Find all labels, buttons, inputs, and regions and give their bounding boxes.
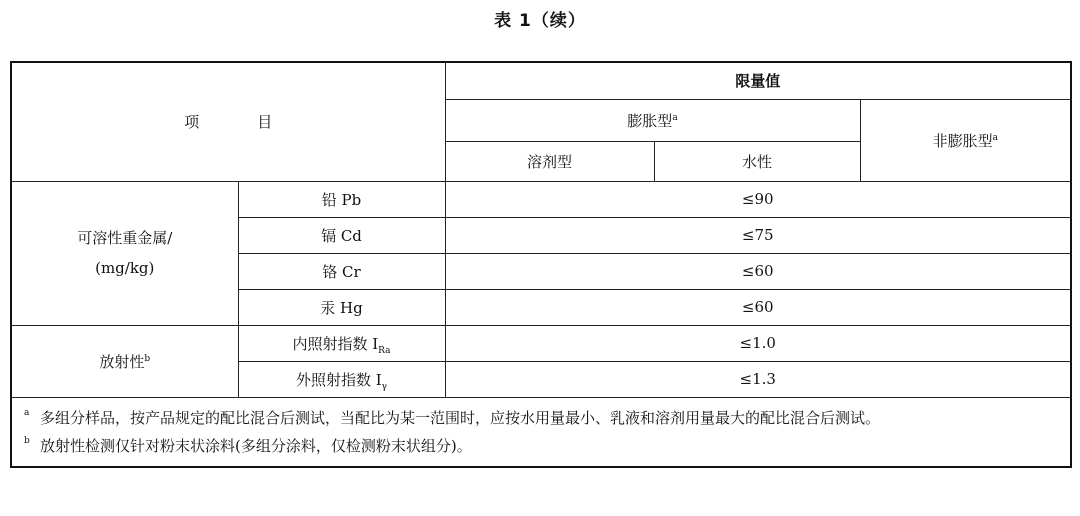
note-b-mark: b bbox=[24, 435, 30, 446]
external-index-label: 外照射指数 I bbox=[295, 370, 382, 389]
header-non-expansive-mark: a bbox=[992, 132, 998, 143]
header-water: 水性 bbox=[654, 141, 860, 181]
limits-table bbox=[10, 61, 1072, 468]
metal-value-pb: ≤90 bbox=[445, 181, 1071, 217]
radioactivity-label-mark: b bbox=[144, 353, 151, 364]
note-b-text: 放射性检测仅针对粉末状涂料(多组分涂料，仅检测粉末状组分)。 bbox=[40, 436, 472, 455]
note-a-text: 多组分样品，按产品规定的配比混合后测试，当配比为某一范围时，应按水用量最小、乳液和溶剂用量最大的配比混合后测试。 bbox=[40, 408, 881, 427]
note-a bbox=[22, 404, 1062, 432]
header-expansive-mark: a bbox=[672, 112, 678, 123]
radioactivity-label-text: 放射性 bbox=[99, 352, 145, 371]
metal-name-pb: 铅 Pb bbox=[238, 181, 445, 217]
metal-name-cr: 铬 Cr bbox=[238, 253, 445, 289]
header-item-char2: 目 bbox=[257, 113, 273, 132]
table-notes bbox=[11, 397, 1071, 467]
internal-index-sub: Ra bbox=[378, 345, 391, 356]
metal-value-hg: ≤60 bbox=[445, 289, 1071, 325]
external-index-name bbox=[238, 361, 445, 397]
table-title: 表 1（续） bbox=[494, 11, 586, 31]
internal-index-name bbox=[238, 325, 445, 361]
metal-name-hg: 汞 Hg bbox=[238, 289, 445, 325]
heavy-metals-label-line1: 可溶性重金属/ bbox=[77, 229, 173, 247]
note-a-mark: a bbox=[24, 407, 30, 418]
header-solvent: 溶剂型 bbox=[445, 141, 654, 181]
header-non-expansive-label: 非膨胀型 bbox=[932, 131, 993, 150]
metal-name-cd: 镉 Cd bbox=[238, 217, 445, 253]
metal-value-cr: ≤60 bbox=[445, 253, 1071, 289]
heavy-metals-label bbox=[11, 181, 238, 325]
heavy-metals-label-line2: (mg/kg) bbox=[95, 259, 155, 277]
header-expansive bbox=[445, 99, 860, 141]
header-item bbox=[11, 62, 445, 181]
note-b bbox=[22, 432, 1062, 460]
external-index-value: ≤1.3 bbox=[445, 361, 1071, 397]
header-expansive-label: 膨胀型 bbox=[627, 111, 673, 130]
internal-index-label: 内照射指数 I bbox=[292, 334, 379, 353]
external-index-sub: γ bbox=[381, 381, 388, 392]
metal-value-cd: ≤75 bbox=[445, 217, 1071, 253]
header-item-char1: 项 bbox=[184, 113, 200, 132]
header-limit: 限量值 bbox=[445, 62, 1071, 99]
header-non-expansive bbox=[860, 99, 1071, 181]
radioactivity-label bbox=[11, 325, 238, 397]
internal-index-value: ≤1.0 bbox=[445, 325, 1071, 361]
